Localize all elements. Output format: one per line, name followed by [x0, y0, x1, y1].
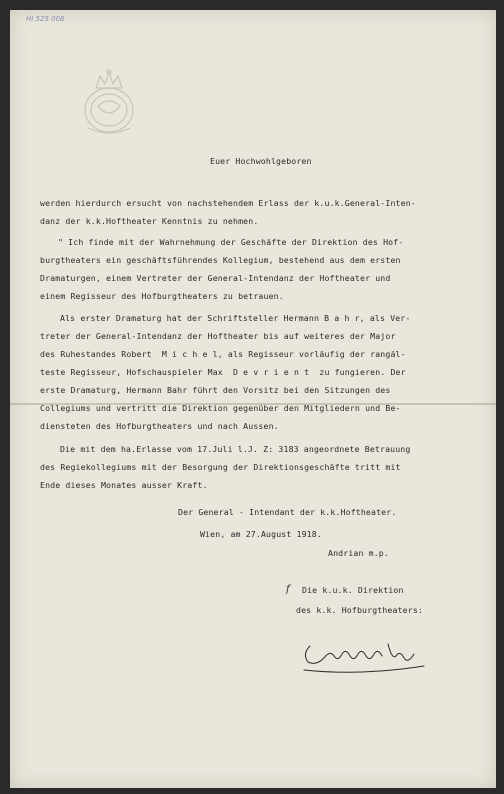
paragraph-line: treter der General-Intendanz der Hoftheater bis auf weiteres der Major — [40, 331, 396, 341]
paragraph-line: " Ich finde mit der Wahrnehmung der Geschäfte der Direktion des Hof- — [58, 237, 404, 247]
paragraph-line: Collegiums und vertritt die Direktion gegenüber den Mitgliedern und Be- — [40, 403, 401, 413]
paragraph-line: einem Regisseur des Hofburgtheaters zu betrauen. — [40, 291, 284, 301]
paragraph-line: Als erster Dramaturg hat der Schriftsteller Hermann B a h r, als Ver- — [60, 313, 411, 323]
paragraph-line: burgtheaters ein geschäftsführendes Kollegium, bestehend aus dem ersten — [40, 255, 401, 265]
paragraph-line: Ende dieses Monates ausser Kraft. — [40, 480, 208, 490]
salutation: Euer Hochwohlgeboren — [210, 156, 312, 166]
paper-fold — [10, 403, 496, 405]
recipient-marker: f — [286, 584, 290, 595]
recipient-line-1: Die k.u.k. Direktion — [302, 585, 404, 595]
paragraph-line: danz der k.k.Hoftheater Kenntnis zu nehmen. — [40, 216, 259, 226]
paragraph-line: diensteten des Hofburgtheaters und nach Aussen. — [40, 421, 279, 431]
paragraph-line: Die mit dem ha.Erlasse vom 17.Juli l.J. Z: 3183 angeordnete Betrauung — [60, 444, 411, 454]
closing-place-date: Wien, am 27.August 1918. — [200, 529, 322, 539]
closing-signed: Andrian m.p. — [328, 548, 389, 558]
paragraph-line: des Regiekollegiums mit der Besorgung der Direktionsgeschäfte tritt mit — [40, 462, 401, 472]
paragraph-line: Dramaturgen, einem Vertreter der General-Intendanz der Hoftheater und — [40, 273, 391, 283]
archive-number: HI 525 008 — [26, 15, 65, 23]
closing-authority: Der General - Intendant der k.k.Hoftheater. — [178, 507, 397, 517]
handwritten-signature — [300, 636, 430, 676]
paragraph-line: des Ruhestandes Robert M i c h e l, als Regisseur vorläufig der rangäl- — [40, 349, 406, 359]
paragraph-line: werden hierdurch ersucht von nachstehendem Erlass der k.u.k.General-Inten- — [40, 198, 416, 208]
paragraph-line: teste Regisseur, Hofschauspieler Max D e v r i e n t zu fungieren. Der — [40, 367, 406, 377]
recipient-line-2: des k.k. Hofburgtheaters: — [296, 605, 423, 615]
letter-sheet — [10, 10, 496, 788]
paragraph-line: erste Dramaturg, Hermann Bahr führt den Vorsitz bei den Sitzungen des — [40, 385, 391, 395]
crown-seal-icon — [78, 66, 140, 138]
